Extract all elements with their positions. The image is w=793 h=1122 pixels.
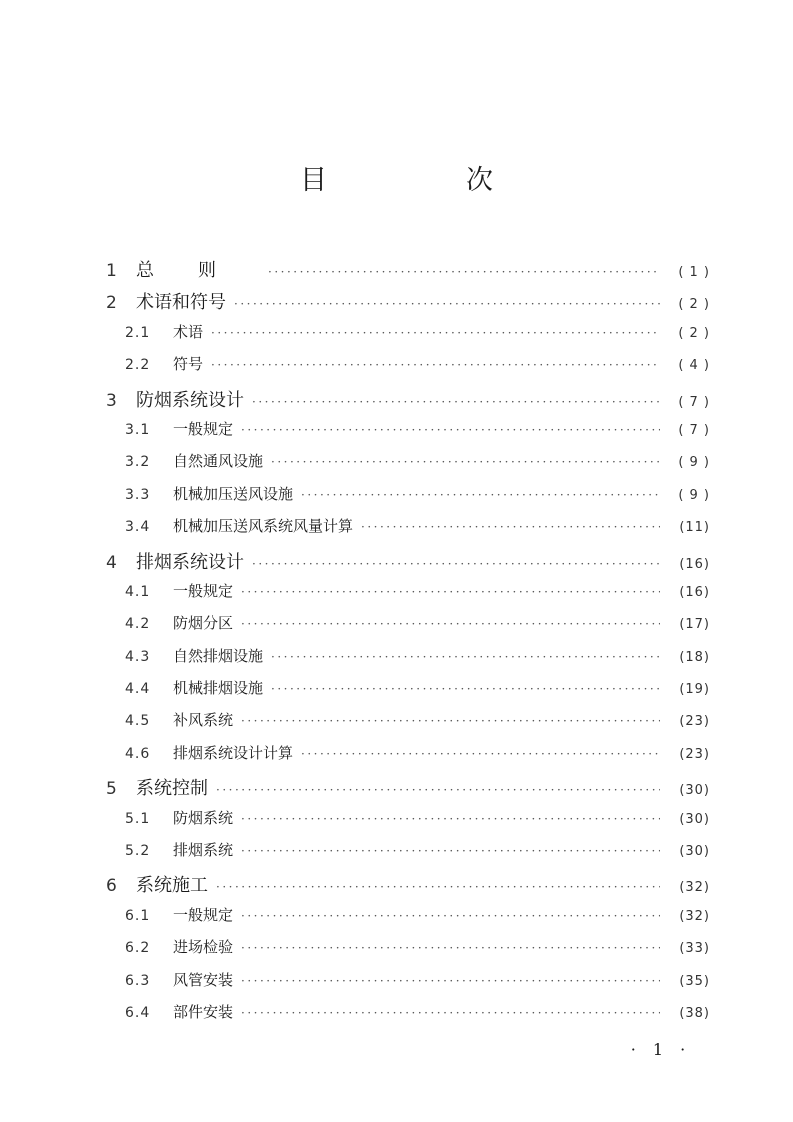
toc-entry-title: 排烟系统 xyxy=(173,841,234,860)
toc-entry-number: 6.2 xyxy=(125,940,151,957)
toc-entry-page: (16) xyxy=(679,556,710,572)
toc-entry-title: 系统控制 xyxy=(136,778,208,800)
toc-entry-number: 5.1 xyxy=(125,810,151,827)
toc-leader-dots xyxy=(271,455,660,469)
toc-leader-dots xyxy=(271,650,660,664)
toc-section-3-1[interactable] xyxy=(104,418,710,450)
toc-entry-title: 自然通风设施 xyxy=(173,452,264,471)
toc-section-6-2[interactable] xyxy=(104,936,710,968)
toc-entry-page: (33) xyxy=(679,941,710,957)
toc-leader-dots xyxy=(216,783,660,797)
toc-entry-title: 补风系统 xyxy=(173,711,234,730)
toc-section-4-5[interactable] xyxy=(104,709,710,741)
toc-entry-page: (30) xyxy=(679,783,710,799)
toc-entry-title: 术语 xyxy=(173,322,204,341)
toc-entry-title: 符号 xyxy=(173,355,204,374)
toc-entry-page: ( 4 ) xyxy=(678,358,710,374)
toc-entry-number: 4.4 xyxy=(125,681,151,698)
toc-leader-dots xyxy=(252,395,660,409)
toc-entry-number: 2.2 xyxy=(125,357,151,374)
toc-entry-number: 4.1 xyxy=(125,583,151,600)
toc-entry-page: (30) xyxy=(679,844,710,860)
toc-entry-page: (19) xyxy=(679,682,710,698)
toc-entry-number: 3.1 xyxy=(125,421,151,438)
toc-entry-number: 2 xyxy=(106,293,117,314)
toc-entry-number: 6.3 xyxy=(125,972,151,989)
toc-section-6-3[interactable] xyxy=(104,969,710,1001)
toc-entry-page: ( 2 ) xyxy=(678,325,710,341)
toc-entry-page: (35) xyxy=(679,973,710,989)
toc-entry-title: 系统施工 xyxy=(136,875,208,897)
toc-leader-dots xyxy=(361,520,660,534)
toc-chapter-1[interactable] xyxy=(104,256,710,288)
toc-section-4-6[interactable] xyxy=(104,742,710,774)
toc-section-3-4[interactable] xyxy=(104,515,710,547)
toc-chapter-6[interactable] xyxy=(104,871,710,903)
toc-leader-dots xyxy=(234,297,660,311)
toc-entry-number: 6.4 xyxy=(125,1004,151,1021)
toc-section-6-4[interactable] xyxy=(104,1001,710,1033)
toc-section-3-2[interactable] xyxy=(104,450,710,482)
toc-entry-number: 3.2 xyxy=(125,454,151,471)
page-folio: · 1 · xyxy=(630,1040,692,1059)
toc-entry-number: 4.5 xyxy=(125,713,151,730)
toc-chapter-5[interactable] xyxy=(104,774,710,806)
toc-leader-dots xyxy=(241,941,660,955)
toc-entry-title: 机械加压送风系统风量计算 xyxy=(173,517,354,536)
toc-entry-page: (32) xyxy=(679,908,710,924)
toc-entry-page: ( 7 ) xyxy=(678,422,710,438)
toc-section-6-1[interactable] xyxy=(104,904,710,936)
toc-section-5-2[interactable] xyxy=(104,839,710,871)
toc-entry-number: 3.4 xyxy=(125,519,151,536)
toc-entry-title: 风管安装 xyxy=(173,970,234,989)
toc-leader-dots xyxy=(241,423,660,437)
page-title: 目 次 xyxy=(300,165,549,196)
toc-entry-page: (23) xyxy=(679,714,710,730)
toc-entry-page: ( 1 ) xyxy=(678,265,710,280)
toc-leader-dots xyxy=(268,265,660,279)
toc-entry-title: 一般规定 xyxy=(173,581,234,600)
toc-entry-page: (11) xyxy=(679,520,710,536)
toc-section-4-3[interactable] xyxy=(104,645,710,677)
toc-chapter-4[interactable] xyxy=(104,548,710,580)
toc-entry-page: (17) xyxy=(679,617,710,633)
toc-entry-page: ( 7 ) xyxy=(678,394,710,410)
toc-entry-page: (23) xyxy=(679,746,710,762)
toc-chapter-3[interactable] xyxy=(104,386,710,418)
toc-section-4-1[interactable] xyxy=(104,580,710,612)
toc-entry-number: 4.2 xyxy=(125,616,151,633)
toc-entry-page: ( 2 ) xyxy=(678,297,710,313)
toc-leader-dots xyxy=(271,682,660,696)
toc-entry-title: 总则 xyxy=(136,260,260,281)
toc-entry-title: 排烟系统设计 xyxy=(136,551,244,573)
toc-entry-page: ( 9 ) xyxy=(678,455,710,471)
toc-leader-dots xyxy=(301,488,660,502)
toc-entry-page: (18) xyxy=(679,649,710,665)
toc-entry-page: (32) xyxy=(679,880,710,896)
toc-leader-dots xyxy=(252,557,660,571)
toc-leader-dots xyxy=(241,1006,660,1020)
toc-entry-title: 机械加压送风设施 xyxy=(173,484,294,503)
toc-section-4-4[interactable] xyxy=(104,677,710,709)
toc-entry-number: 5 xyxy=(106,779,117,800)
toc-leader-dots xyxy=(241,585,660,599)
toc-entry-title: 一般规定 xyxy=(173,419,234,438)
toc-entry-number: 1 xyxy=(106,261,117,281)
toc-section-2-1[interactable] xyxy=(104,321,710,353)
toc-section-3-3[interactable] xyxy=(104,483,710,515)
toc-entry-title: 排烟系统设计计算 xyxy=(173,743,294,762)
toc-entry-title: 术语和符号 xyxy=(136,292,226,314)
toc-entry-page: (16) xyxy=(679,584,710,600)
toc-section-4-2[interactable] xyxy=(104,612,710,644)
toc-entry-page: (38) xyxy=(679,1005,710,1021)
toc-leader-dots xyxy=(241,909,660,923)
toc-entry-number: 4.3 xyxy=(125,648,151,665)
toc-entry-number: 5.2 xyxy=(125,843,151,860)
toc-entry-number: 3.3 xyxy=(125,486,151,503)
toc-entry-number: 6.1 xyxy=(125,907,151,924)
toc-entry-number: 3 xyxy=(106,390,117,411)
toc-leader-dots xyxy=(211,326,660,340)
toc-leader-dots xyxy=(241,812,660,826)
toc-entry-title: 部件安装 xyxy=(173,1002,234,1021)
toc-leader-dots xyxy=(216,880,660,894)
toc-chapter-2[interactable] xyxy=(104,288,710,320)
toc-leader-dots xyxy=(301,747,660,761)
toc-leader-dots xyxy=(241,714,660,728)
toc-entry-number: 6 xyxy=(106,876,117,897)
toc-leader-dots xyxy=(241,974,660,988)
toc-entry-title: 防烟分区 xyxy=(173,614,234,633)
toc-entry-title: 防烟系统 xyxy=(173,808,234,827)
toc-entry-number: 4 xyxy=(106,552,117,573)
toc-leader-dots xyxy=(211,358,660,372)
toc-section-2-2[interactable] xyxy=(104,353,710,385)
toc-entry-title: 一般规定 xyxy=(173,905,234,924)
toc-entry-title: 防烟系统设计 xyxy=(136,389,244,411)
toc-entry-number: 4.6 xyxy=(125,745,151,762)
toc-section-5-1[interactable] xyxy=(104,807,710,839)
toc-entry-page: ( 9 ) xyxy=(678,487,710,503)
toc-entry-page: (30) xyxy=(679,811,710,827)
toc-leader-dots xyxy=(241,844,660,858)
table-of-contents xyxy=(104,256,710,1033)
toc-entry-title: 自然排烟设施 xyxy=(173,646,264,665)
toc-entry-number: 2.1 xyxy=(125,324,151,341)
toc-entry-title: 机械排烟设施 xyxy=(173,679,264,698)
toc-leader-dots xyxy=(241,617,660,631)
toc-entry-title: 进场检验 xyxy=(173,938,234,957)
